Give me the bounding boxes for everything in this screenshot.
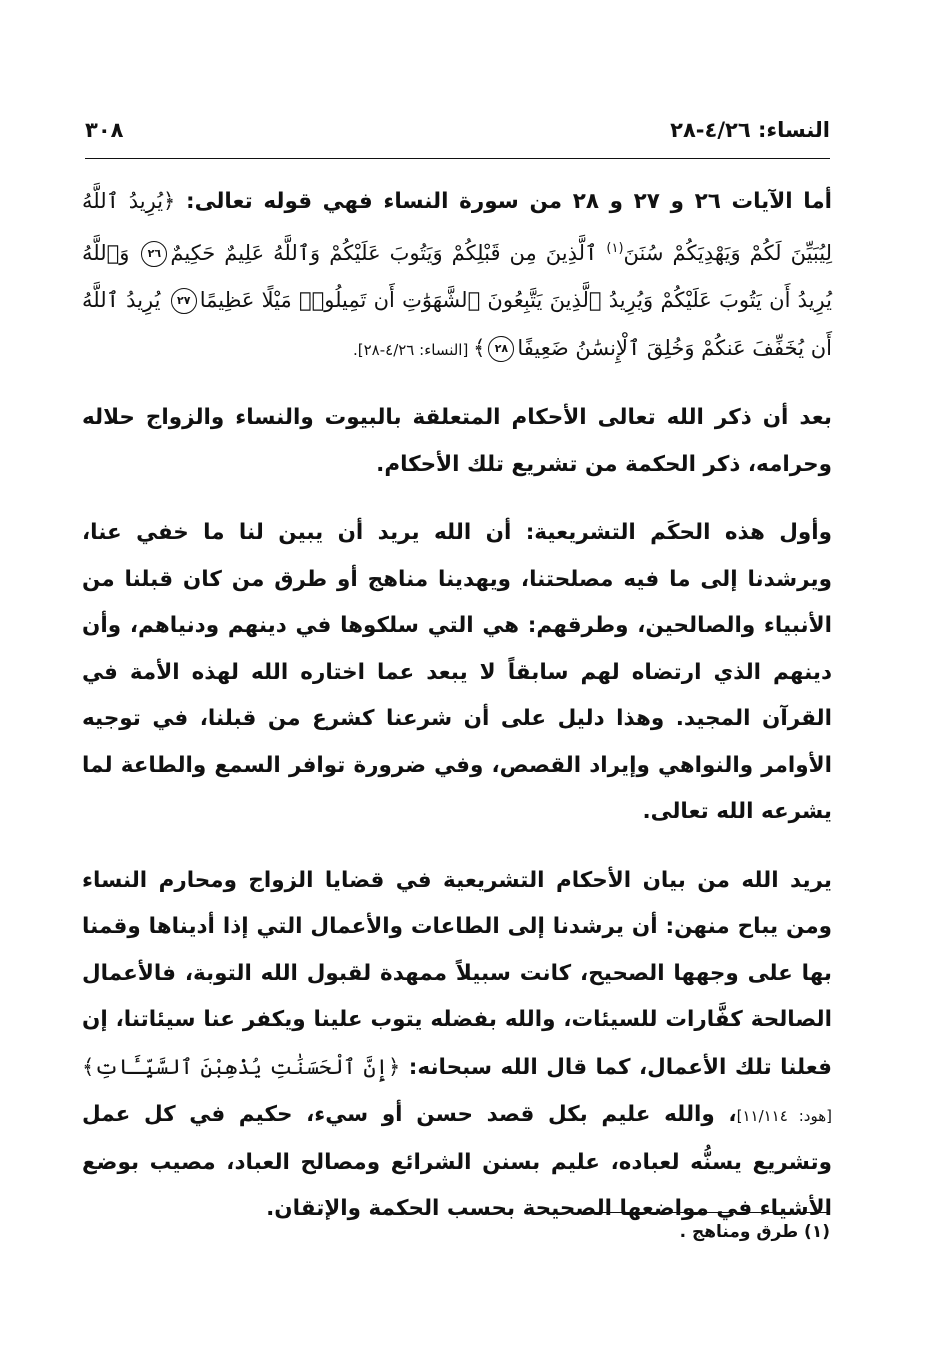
footnote: (١) طرق ومناهج . xyxy=(679,1222,830,1242)
quran-verse-text: ٱلَّذِينَ مِن قَبْلِكُمْ وَيَتُوبَ عَلَيْكُمْ وَٱللَّهُ عَلِيمٌ حَكِيمٌ xyxy=(170,240,607,265)
footnote-rule xyxy=(578,1212,830,1213)
ayah-number-marker: ٢٨ xyxy=(488,336,514,362)
paragraph-repentance xyxy=(82,858,832,1233)
header-rule xyxy=(85,158,830,159)
quran-verse-text: ﴿يُرِيدُ ٱللَّهُ لِيُبَيِّنَ لَكُمْ وَيَهْدِيَكُمْ سُنَنَ xyxy=(82,189,833,265)
paragraph-context: بعد أن ذكر الله تعالى الأحكام المتعلقة بالبيوت والنساء والزواج حلاله وحرامه، ذكر الحكمة من تشريع تلك الأحكام. xyxy=(82,405,832,477)
paragraph-text: ، والله عليم بكل قصد حسن أو سيء، حكيم في كل عمل وتشريع يسنُّه لعباده، عليم بسنن الشرائع ومصالح العباد، مصيب بوضع الأشياء في مواضعها الصحيحة بحسب الحكمة والإتقان. xyxy=(82,1102,832,1222)
main-text xyxy=(82,178,832,1255)
paragraph-first-wisdom: وأول هذه الحكَم التشريعية: أن الله يريد أن يبين لنا ما خفي عنا، ويرشدنا إلى ما فيه مصلحتنا، ويهدينا مناهج أو طرق من كان قبلنا من الأنبياء والصالحين، وطرقهم: هي التي سلكوها في دينهم ودنياهم، وأن دينهم الذي ارتضاه لهم سابقاً لا يبعد عما اختاره الله لهذه الأمة في القرآن المجيد. وهذا دليل على أن شرعنا كشرع من قبلنا، في توجيه الأوامر والنواهي وإيراد القصص، وفي ضرورة توافر السمع والطاعة لما يشرعه الله تعالى. xyxy=(82,520,832,825)
verse-citation: [النساء: ٤/٢٦-٢٨]. xyxy=(352,340,474,359)
quran-verse-text: ﴿إِنَّ ٱلْحَسَنَٰتِ يُذْهِبْنَ ٱلسَّيِّـَٔاتِ﴾ xyxy=(82,1054,401,1079)
quran-bracket: ﴾ xyxy=(473,335,486,360)
verses-intro: أما الآيات ٢٦ و ٢٧ و ٢٨ من سورة النساء فهي قوله تعالى: xyxy=(175,189,832,214)
verse-citation: [هود: ١١/١١٤] xyxy=(736,1107,832,1126)
running-head xyxy=(85,118,830,158)
page-number: ٣٠٨ xyxy=(85,118,124,142)
paragraph-verses xyxy=(82,178,832,373)
ayah-number-marker: ٢٧ xyxy=(171,288,197,314)
footnote-reference: (١) xyxy=(606,240,624,256)
paragraph-text: يريد الله من بيان الأحكام التشريعية في قضايا الزواج ومحارم النساء ومن يباح منهن: أن يرشدنا إلى الطاعات والأعمال التي إذا أديناها وقمنا بها على وجهها الصحيح، كانت سبيلاً ممهدة لقبول الله التوبة، فالأعمال الصالحة كفَّارات للسيئات، والله بفضله يتوب علينا ويكفر عنا سيئاتنا، إن فعلنا تلك الأعمال، كما قال الله سبحانه: xyxy=(82,867,833,1080)
ayah-number-marker: ٢٦ xyxy=(141,241,167,267)
quran-verse-text: يُرِيدُ ٱللَّهُ أَن يُخَفِّفَ عَنكُمْ وَخُلِقَ ٱلْإِنسَٰنُ ضَعِيفًا xyxy=(82,288,832,360)
quran-verse-text: وَٱللَّهُ يُرِيدُ أَن يَتُوبَ عَلَيْكُمْ وَيُرِيدُ ٱلَّذِينَ يَتَّبِعُونَ ٱلشَّهَوَٰتِ أَن تَمِيلُوا۟ مَيْلًا عَظِيمًا xyxy=(82,240,832,313)
section-reference: النساء: ٤/٢٦-٢٨ xyxy=(670,118,830,142)
